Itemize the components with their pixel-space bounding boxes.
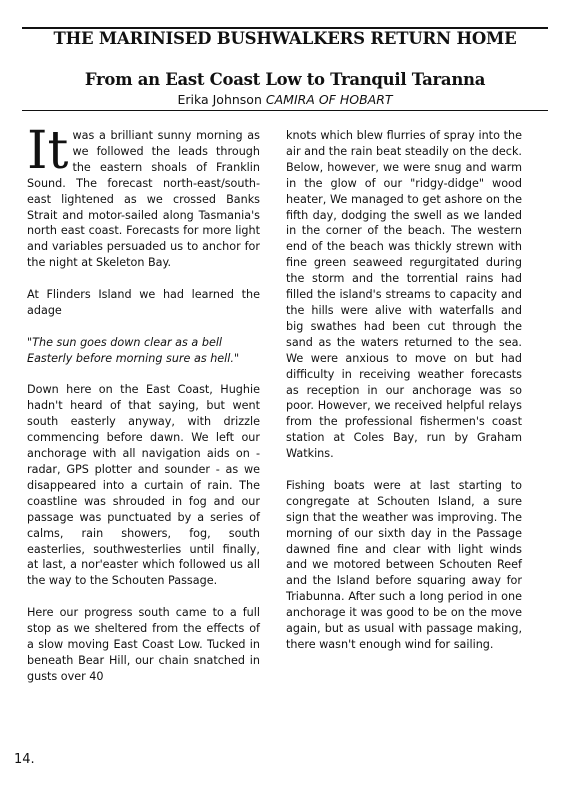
author-name: Erika Johnson — [177, 92, 262, 107]
page-number: 14. — [14, 752, 35, 767]
paragraph-text: was a brilliant sunny morning as we followed the leads through the eastern shoals of Franklin Sound. The forecast north-east/south-east lightened as we crossed Banks Strait and motor-sailed along Tasmania's north east coast. Forecasts for more light and variables persuaded us to anchor for the night at Skeleton Bay. — [27, 129, 260, 270]
quote-paragraph: "The sun goes down clear as a bell Easterly before morning sure as hell." — [27, 335, 240, 365]
byline — [22, 92, 548, 108]
left-column — [27, 121, 260, 701]
article-subtitle: From an East Coast Low to Tranquil Taranna — [84, 70, 486, 89]
right-column — [286, 128, 522, 669]
paragraph: At Flinders Island we had learned the adage — [27, 288, 260, 317]
paragraph — [27, 121, 260, 271]
article-title: THE MARINISED BUSHWALKERS RETURN HOME — [53, 29, 517, 48]
paragraph: Down here on the East Coast, Hughie hadn't heard of that saying, but went south easterly anyway, with drizzle commencing before dawn. We left our anchorage with all navigation aids on - radar, GPS plotter and sounder - as we disappeared into a curtain of rain. The coastline was shrouded in fog and our passage was punctuated by a series of calms, rain showers, fog, south easterlies, southwesterlies until finally, at last, a nor'easter which followed us all the way to the Schouten Passage. — [27, 383, 260, 588]
drop-cap: It — [27, 121, 69, 181]
paragraph: Here our progress south came to a full stop as we sheltered from the effects of a slow moving East Coast Low. Tucked in beneath Bear Hill, our chain snatched in gusts over 40 — [27, 606, 260, 683]
paragraph: Fishing boats were at last starting to congregate at Schouten Island, a sure sign that the weather was improving. The morning of our sixth day in the Passage dawned fine and clear with light winds and we motored between Schouten Reef and the Island before squaring away for Triabunna. After such a long period in one anchorage it was good to be on the move again, but as usual with passage making, there wasn't enough wind for sailing. — [286, 478, 522, 651]
paragraph: knots which blew flurries of spray into the air and the rain beat steadily on the deck. Below, however, we were snug and warm in the glow of our "ridgy-didge" wood heater, We managed to get ashore on the fifth day, dodging the swell as we landed in the corner of the beach. The western end of the beach was thickly strewn with fine green seaweed regurgitated during the storm and the torrential rains had filled the island's streams to capacity and the hills were alive with waterfalls and big swathes had been cut through the sand as the waters returned to the sea. We were anxious to move on but had difficulty in receiving weather forecasts as reception in our anchorage was so poor. However, we received helpful relays from the professional fishermen's coast station at Coles Bay, run by Graham Watkins. — [286, 129, 522, 461]
header-bottom-rule — [22, 110, 548, 111]
author-organisation: CAMIRA OF HOBART — [265, 92, 393, 107]
